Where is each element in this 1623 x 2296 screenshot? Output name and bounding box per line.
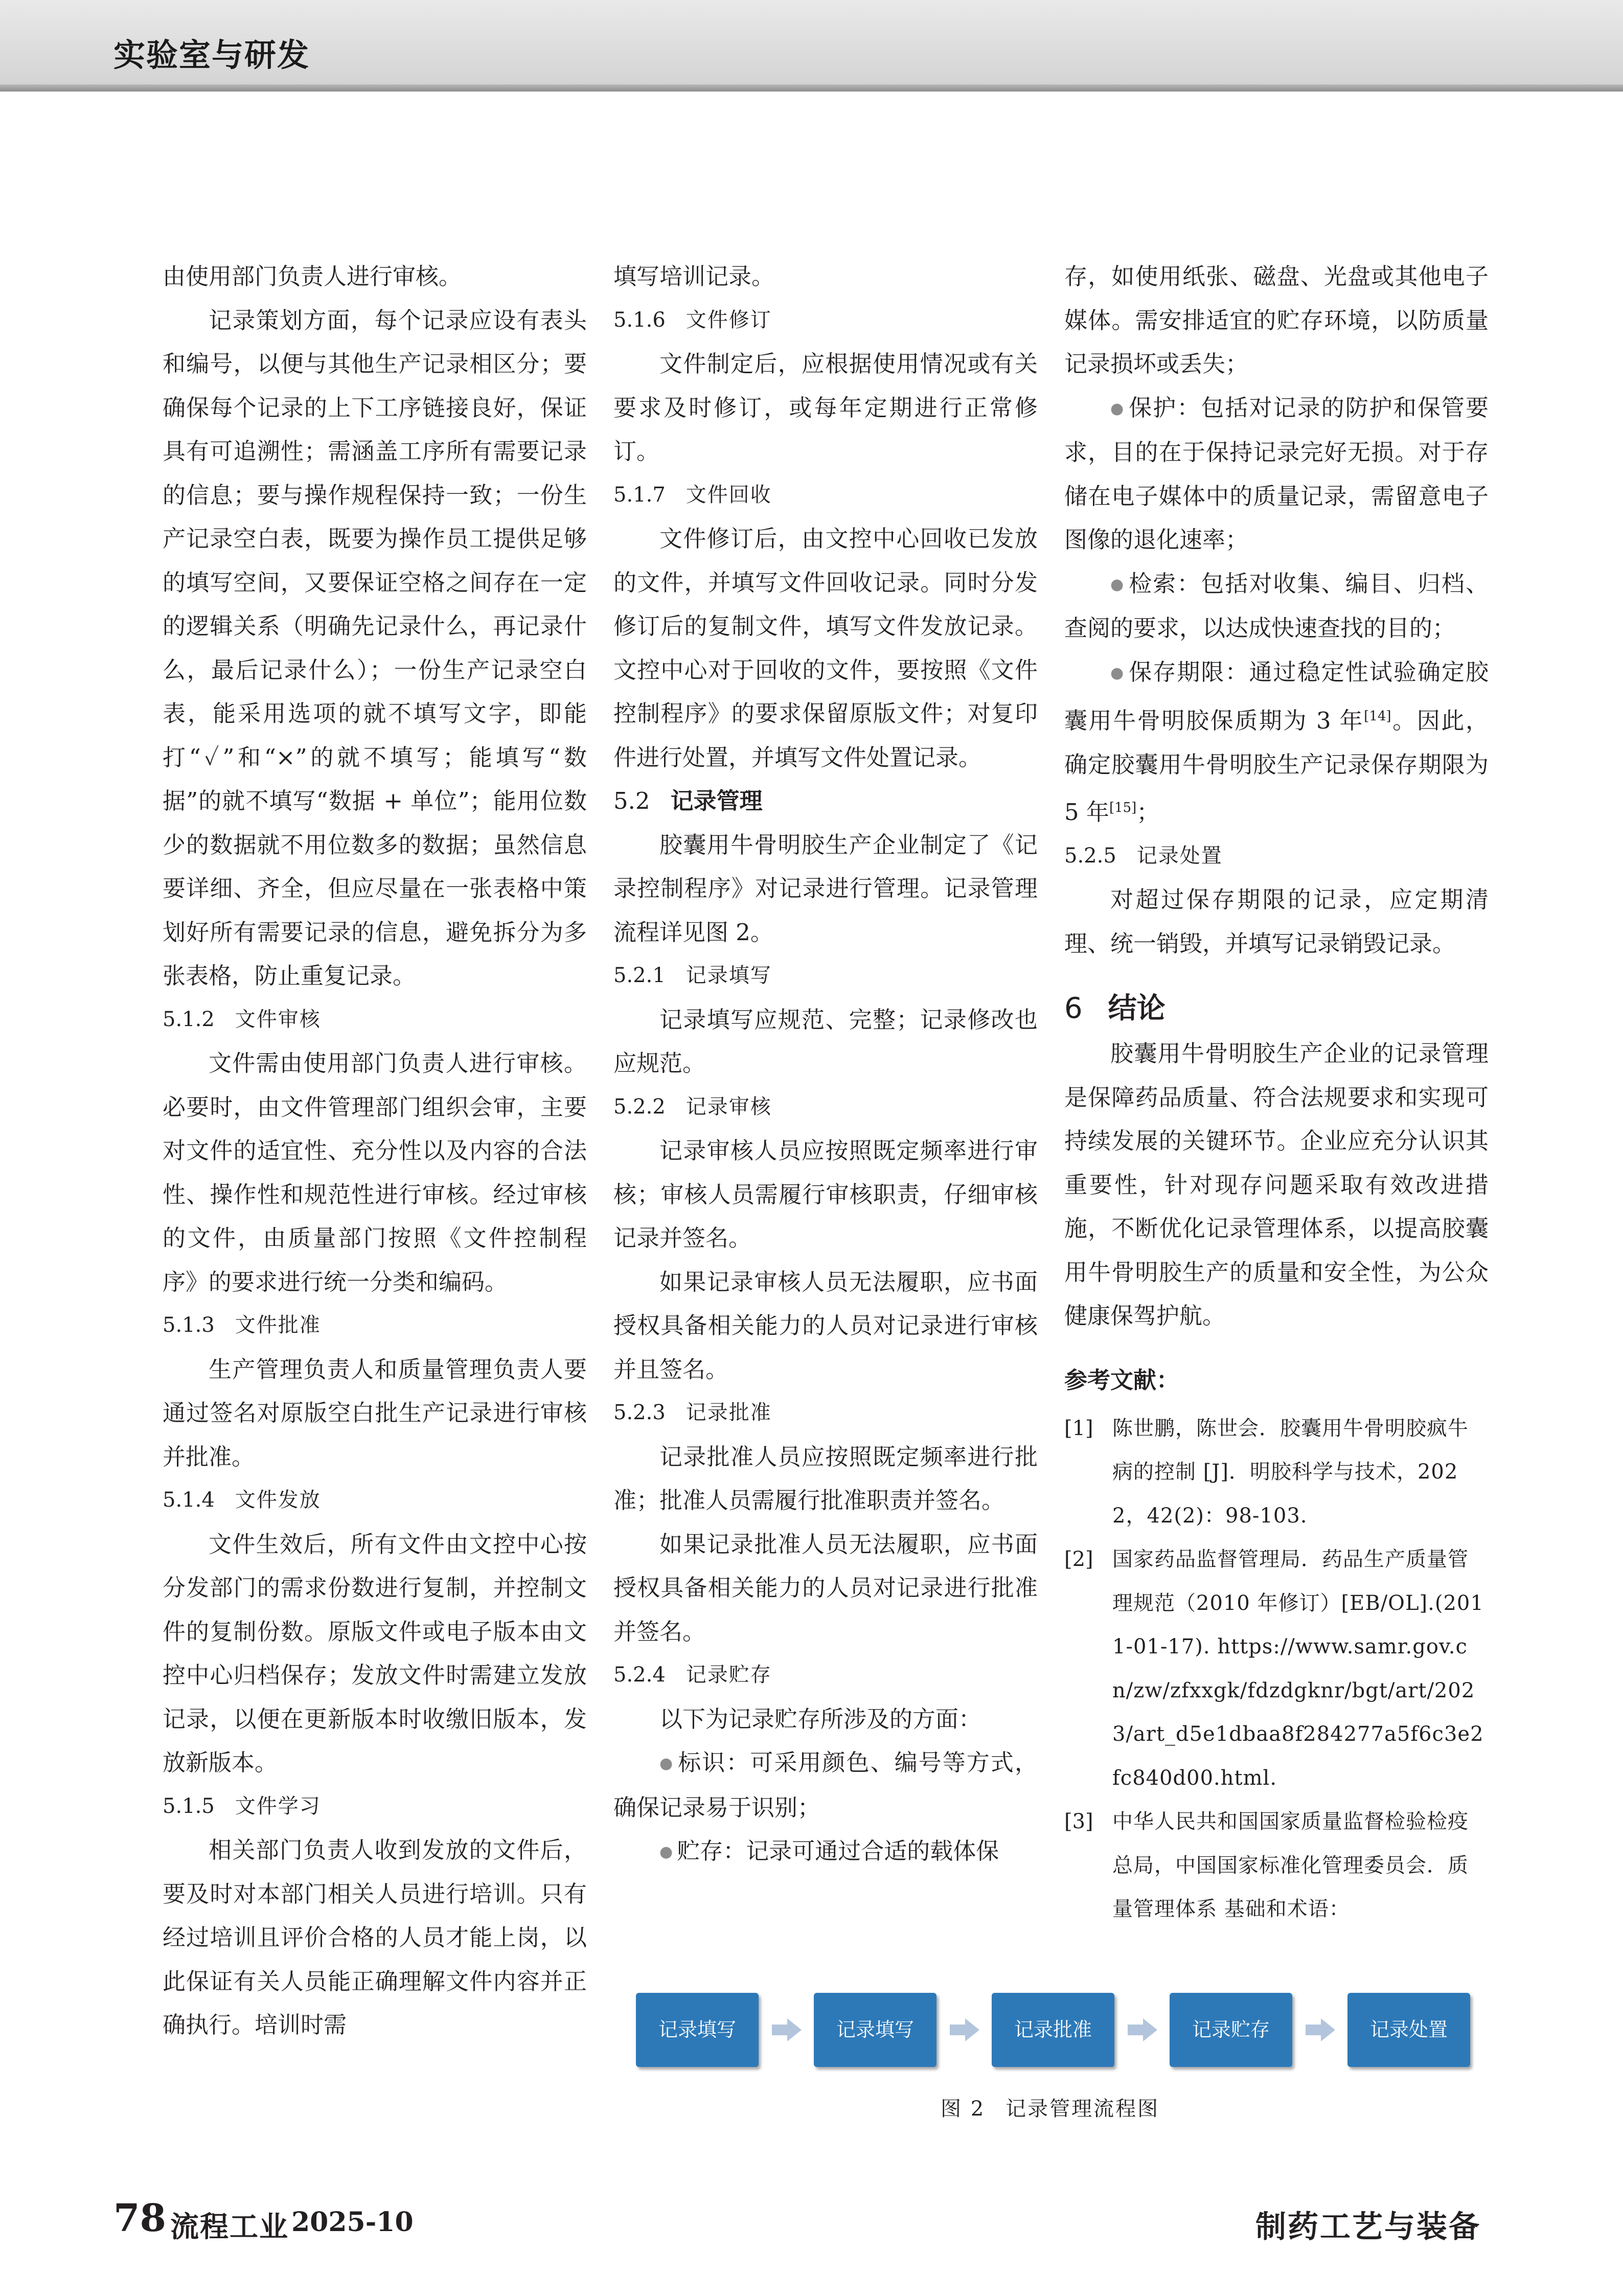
paragraph: 记录审核人员应按照既定频率进行审核；审核人员需履行审核职责，仔细审核记录并签名。 [613,1137,1038,1252]
subsection-title: 文件回收 [685,483,772,507]
text-column-1 [163,255,587,2047]
bullet-dot-icon [1110,570,1129,597]
paragraph: 生产管理负责人和质量管理负责人要通过签名对原版空白批生产记录进行审核并批准。 [163,1355,587,1470]
record-management-flowchart [636,1993,1470,2067]
paragraph: 文件生效后，所有文件由文控中心按分发部门的需求份数进行复制，并控制文件的复制份数。原版文件或电子版本由文控中心归档保存；发放文件时需建立发放记录，以便在更新版本时收缴旧版本，发放新版本。 [163,1530,587,1776]
subsection-title: 记录批准 [685,1401,772,1424]
subsection-title: 文件修订 [685,308,772,332]
subsection-number: 5.1.6 [613,308,666,332]
subsection-title: 文件批准 [235,1313,321,1337]
bullet-item [613,1741,1038,1829]
bullet-text: 。因此，确定胶囊用牛骨明胶生产记录保存期限为 5 年 [1064,707,1489,826]
page-number: 78 [113,2196,166,2240]
paragraph: 对超过保存期限的记录，应定期清理、统一销毁，并填写记录销毁记录。 [1064,886,1489,957]
figure-caption [941,2093,1159,2122]
paragraph: 文件修订后，由文控中心回收已发放的文件，并填写文件回收记录。同时分发修订后的复制文件，填写文件发放记录。文控中心对于回收的文件，要按照《文件控制程序》的要求保留原版文件；对复印件进行处置，并填写文件处置记录。 [613,525,1038,771]
subsection-heading-5-2-5 [1064,834,1489,878]
subsection-title: 记录审核 [685,1095,772,1119]
bullet-item [613,1829,1038,1874]
bullet-dot-icon [1110,658,1129,686]
bullet-item [1064,650,1489,834]
bullet-item [1064,562,1489,650]
subsection-number: 5.2.2 [613,1095,666,1119]
subsection-heading-5-1-5 [163,1785,587,1829]
subsection-heading-5-1-4 [163,1479,587,1522]
reference-text: 中华人民共和国国家质量监督检验检疫总局，中国国家标准化管理委员会．质量管理体系 基础和术语： [1112,1810,1469,1921]
subsection-heading-5-1-3 [163,1304,587,1348]
flow-step-3: 记录批准 [992,1993,1114,2067]
citation-14[interactable]: [14] [1364,709,1391,724]
bullet-text: 保存期限：通过稳定性试验确定胶囊用牛骨明胶保质期为 3 年 [1064,658,1489,734]
paragraph: 文件制定后，应根据使用情况或有关要求及时修订，或每年定期进行正常修订。 [613,350,1038,465]
paragraph: 相关部门负责人收到发放的文件后，要及时对本部门相关人员进行培训。只有经过培训且评价合格的人员才能上岗，以此保证有关人员能正确理解文件内容并正确执行。培训时需 [163,1836,587,2038]
flow-step-1: 记录填写 [636,1993,759,2067]
reference-text[interactable]: 国家药品监督管理局．药品生产质量管理规范（2010 年修订）[EB/OL].(2011-01-17). https://www.samr.gov.cn/zw/zfxxgk/fdzdgknr/bgt/art/2023/art_d5e1dbaa8f284277a5f6c3e2fc840d00.html. [1112,1548,1484,1790]
flow-arrow-icon [1128,2018,1157,2041]
paragraph: 文件需由使用部门负责人进行审核。必要时，由文件管理部门组织会审，主要对文件的适宜性、充分性以及内容的合法性、操作性和规范性进行审核。经过审核的文件，由质量部门按照《文件控制程序》的要求进行统一分类和编码。 [163,1050,587,1295]
bullet-text: 检索：包括对收集、编目、归档、查阅的要求，以达成快速查找的目的； [1064,570,1489,642]
subsection-title: 记录处置 [1136,844,1223,868]
subsection-heading-5-2-1 [613,954,1038,998]
bullet-text: ； [1136,799,1160,826]
flow-arrow-icon [1306,2018,1335,2041]
reference-number: [2] [1064,1548,1093,1571]
bullet-dot-icon [659,1837,677,1865]
paragraph: 记录填写应规范、完整；记录修改也应规范。 [613,1006,1038,1077]
subsection-heading-5-2-2 [613,1085,1038,1129]
subsection-title: 记录贮存 [685,1663,772,1687]
reference-number: [1] [1064,1416,1093,1440]
references-title: 参考文献： [1064,1366,1180,1394]
reference-list [1064,1407,1489,1931]
subsection-title: 文件审核 [235,1007,321,1031]
flow-step-5: 记录处置 [1347,1993,1470,2067]
subsection-number: 5.1.2 [163,1007,215,1031]
subsection-number: 5.1.7 [613,483,666,507]
text-column-2 [613,255,1038,1874]
issue-label: 2025-10 [291,2207,414,2238]
reference-number: [3] [1064,1810,1093,1833]
subsection-heading-5-1-6 [613,299,1038,343]
bullet-dot-icon [1110,394,1129,421]
figure-title: 记录管理流程图 [1005,2097,1160,2121]
paragraph: 由使用部门负责人进行审核。 [163,263,462,290]
bullet-dot-icon [659,1749,678,1776]
section-heading-6 [1064,986,1489,1032]
bullet-item [1064,386,1489,562]
subsection-number: 5.1.3 [163,1313,215,1337]
text-column-3 [1064,255,1489,1931]
paragraph: 记录批准人员应按照既定频率进行批准；批准人员需履行批准职责并签名。 [613,1443,1038,1514]
subsection-heading-5-1-7 [613,473,1038,517]
bullet-text: 保护：包括对记录的防护和保管要求，目的在于保持记录完好无损。对于存储在电子媒体中的质量记录，需留意电子图像的退化速率； [1064,394,1489,553]
paragraph: 存，如使用纸张、磁盘、光盘或其他电子媒体。需安排适宜的贮存环境，以防质量记录损坏或丢失； [1064,263,1489,377]
subsection-heading-5-1-2 [163,998,587,1042]
figure-number: 图 2 [941,2097,986,2121]
flow-step-4: 记录贮存 [1170,1993,1292,2067]
subsection-number: 5.2.3 [613,1401,666,1424]
header-rule [0,84,1623,92]
subsection-title: 文件发放 [235,1488,321,1512]
bullet-text: 贮存：记录可通过合适的载体保 [677,1837,999,1865]
subsection-number: 5.2.5 [1064,844,1116,868]
bullet-text: 标识：可采用颜色、编号等方式，确保记录易于识别； [613,1749,1038,1821]
subsection-number: 5.2.1 [613,964,666,987]
journal-name: 流程工业 [170,2210,289,2244]
subsection-number: 5.1.5 [163,1794,215,1818]
subsection-title: 文件学习 [235,1794,321,1818]
reference-item [1064,1407,1489,1538]
paragraph: 胶囊用牛骨明胶生产企业的记录管理是保障药品质量、符合法规要求和实现可持续发展的关键环节。企业应充分认识其重要性，针对现存问题采取有效改进措施，不断优化记录管理体系，以提高胶囊用牛骨明胶生产的质量和安全性，为公众健康保驾护航。 [1064,1040,1489,1329]
column-name: 制药工艺与装备 [1255,2209,1481,2245]
reference-item [1064,1800,1489,1931]
section-title: 记录管理 [670,787,763,814]
subsection-title: 记录填写 [685,964,772,987]
flow-step-2: 记录填写 [814,1993,936,2067]
section-number: 5.2 [613,787,650,814]
subsection-heading-5-2-4 [613,1653,1038,1697]
paragraph: 如果记录批准人员无法履职，应书面授权具备相关能力的人员对记录进行批准并签名。 [613,1530,1038,1645]
section-number: 6 [1064,992,1083,1025]
reference-item [1064,1538,1489,1800]
flow-arrow-icon [950,2018,979,2041]
reference-text: 陈世鹏，陈世会．胶囊用牛骨明胶疯牛病的控制 [J]．明胶科学与技术，2022，42(2)：98-103. [1112,1416,1469,1528]
subsection-heading-5-2-3 [613,1391,1038,1435]
paragraph: 记录策划方面，每个记录应设有表头和编号，以便与其他生产记录相区分；要确保每个记录的上下工序链接良好，保证具有可追溯性；需涵盖工序所有需要记录的信息；要与操作规程保持一致；一份生产记录空白表，既要为操作员工提供足够的填写空间，又要保证空格之间存在一定的逻辑关系（明确先记录什么，再记录什么，最后记录什么）；一份生产记录空白表，能采用选项的就不填写文字，即能打“✓”和“×”的就不填写；能填写“数据”的就不填写“数据 + 单位”；能用位数少的数据就不用位数多的数据；虽然信息要详细、齐全，但应尽量在一张表格中策划好所有需要记录的信息，避免拆分为多张表格，防止重复记录。 [163,306,587,989]
paragraph: 如果记录审核人员无法履职，应书面授权具备相关能力的人员对记录进行审核并且签名。 [613,1268,1038,1383]
subsection-number: 5.1.4 [163,1488,215,1512]
section-title: 结论 [1108,992,1165,1025]
citation-15[interactable]: [15] [1109,800,1137,815]
paragraph: 填写培训记录。 [613,263,775,290]
section-name: 实验室与研发 [113,36,310,74]
section-heading-5-2 [613,779,1038,823]
paragraph: 胶囊用牛骨明胶生产企业制定了《记录控制程序》对记录进行管理。记录管理流程详见图 2。 [613,831,1038,946]
subsection-number: 5.2.4 [613,1663,666,1687]
paragraph: 以下为记录贮存所涉及的方面： [659,1705,982,1733]
flow-arrow-icon [772,2018,802,2041]
